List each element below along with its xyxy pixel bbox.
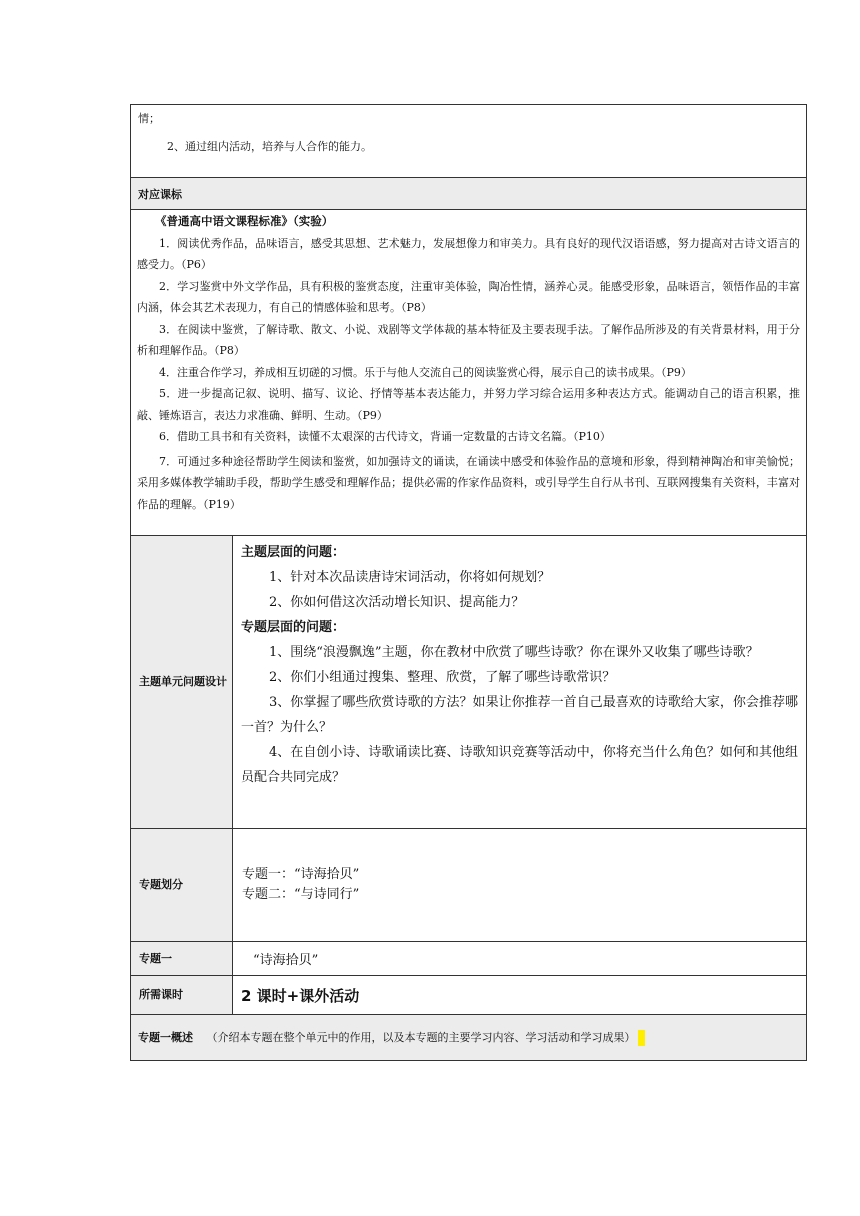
standard-item-7: 7．可通过多种途径帮助学生阅读和鉴赏，如加强诗文的诵读，在诵读中感受和体验作品的意境和形象，得到精神陶冶和审美愉悦；采用多媒体教学辅助手段，帮助学生感受和理解作品；提供必需的作家作品资料，或引导学生自行从书刊、互联网搜集有关资料，丰富对作品的理解。（P19）	[137, 454, 800, 511]
unit-questions-label: 主题单元问题设计	[131, 536, 233, 829]
topic-division-item-2: 专题二：“与诗同行”	[242, 887, 360, 902]
theme-question-2: 2、你如何借这次活动增长知识、提高能力？	[269, 595, 525, 610]
standards-header-row	[131, 178, 807, 210]
unit-design-table	[130, 104, 807, 1061]
topic-questions-heading: 专题层面的问题：	[241, 620, 346, 635]
theme-question-1: 1、针对本次品读唐诗宋词活动，你将如何规划？	[269, 570, 551, 585]
topic-question-3: 3、你掌握了哪些欣赏诗歌的方法？如果让你推荐一首自己最喜欢的诗歌给大家，你会推荐哪一首？为什么？	[241, 695, 798, 735]
overview-label: 专题一概述	[138, 1031, 193, 1044]
topic-one-label: 专题一	[131, 942, 233, 976]
standard-item-4: 4．注重合作学习，养成相互切磋的习惯。乐于与他人交流自己的阅读鉴赏心得，展示自己的读书成果。（P9）	[159, 365, 692, 379]
topic-division-label: 专题划分	[131, 829, 233, 942]
topic-question-2: 2、你们小组通过搜集、整理、欣赏，了解了哪些诗歌常识？	[269, 670, 616, 685]
standard-item-5: 5．进一步提高记叙、说明、描写、议论、抒情等基本表达能力，并努力学习综合运用多种表达方式。能调动自己的语言积累，推敲、锤炼语言，表达力求准确、鲜明、生动。（P9）	[137, 387, 800, 422]
standard-item-2: 2．学习鉴赏中外文学作品，具有积极的鉴赏态度，注重审美体验，陶冶性情，涵养心灵。能感受形象，品味语言，领悟作品的丰富内涵，体会其艺术表现力，有自己的情感体验和思考。（P8）	[137, 279, 800, 314]
standards-title: 《普通高中语文课程标准》（实验）	[155, 214, 334, 228]
topic-division-item-1: 专题一：“诗海拾贝”	[242, 867, 360, 882]
topic-one-value: “诗海拾贝”	[233, 942, 807, 976]
topic-question-1: 1、围绕“浪漫飘逸”主题，你在教材中欣赏了哪些诗歌？你在课外又收集了哪些诗歌？	[269, 645, 759, 660]
standard-item-1: 1．阅读优秀作品，品味语言，感受其思想、艺术魅力，发展想像力和审美力。具有良好的现代汉语语感，努力提高对古诗文语言的感受力。（P6）	[137, 236, 800, 271]
topic-question-4: 4、在自创小诗、诗歌诵读比赛、诗歌知识竞赛等活动中，你将充当什么角色？如何和其他组员配合共同完成？	[241, 745, 798, 785]
overview-note: （介绍本专题在整个单元中的作用，以及本专题的主要学习内容、学习活动和学习成果）	[206, 1031, 636, 1044]
standard-item-6: 6．借助工具书和有关资料，读懂不太艰深的古代诗文，背诵一定数量的古诗文名篇。（P10）	[159, 430, 611, 443]
hours-label: 所需课时	[131, 976, 233, 1015]
goal-continuation-row	[131, 105, 807, 178]
standards-heading: 对应课标	[131, 178, 807, 210]
theme-questions-heading: 主题层面的问题：	[241, 545, 346, 560]
standard-item-3: 3．在阅读中鉴赏，了解诗歌、散文、小说、戏剧等文学体裁的基本特征及主要表现手法。了解作品所涉及的有关背景材料，用于分析和理解作品。（P8）	[137, 322, 800, 357]
hours-value: 2 课时+课外活动	[233, 976, 807, 1015]
topic-division-row	[131, 829, 807, 942]
overview-row	[131, 1015, 807, 1061]
unit-questions-row	[131, 536, 807, 829]
goal-line-1: 情；	[138, 112, 160, 125]
hours-row	[131, 976, 807, 1015]
text-cursor-highlight	[638, 1030, 645, 1046]
standards-content-row	[131, 210, 807, 536]
goal-line-2: 2、通过组内活动，培养与人合作的能力。	[167, 140, 372, 153]
topic-one-row	[131, 942, 807, 976]
